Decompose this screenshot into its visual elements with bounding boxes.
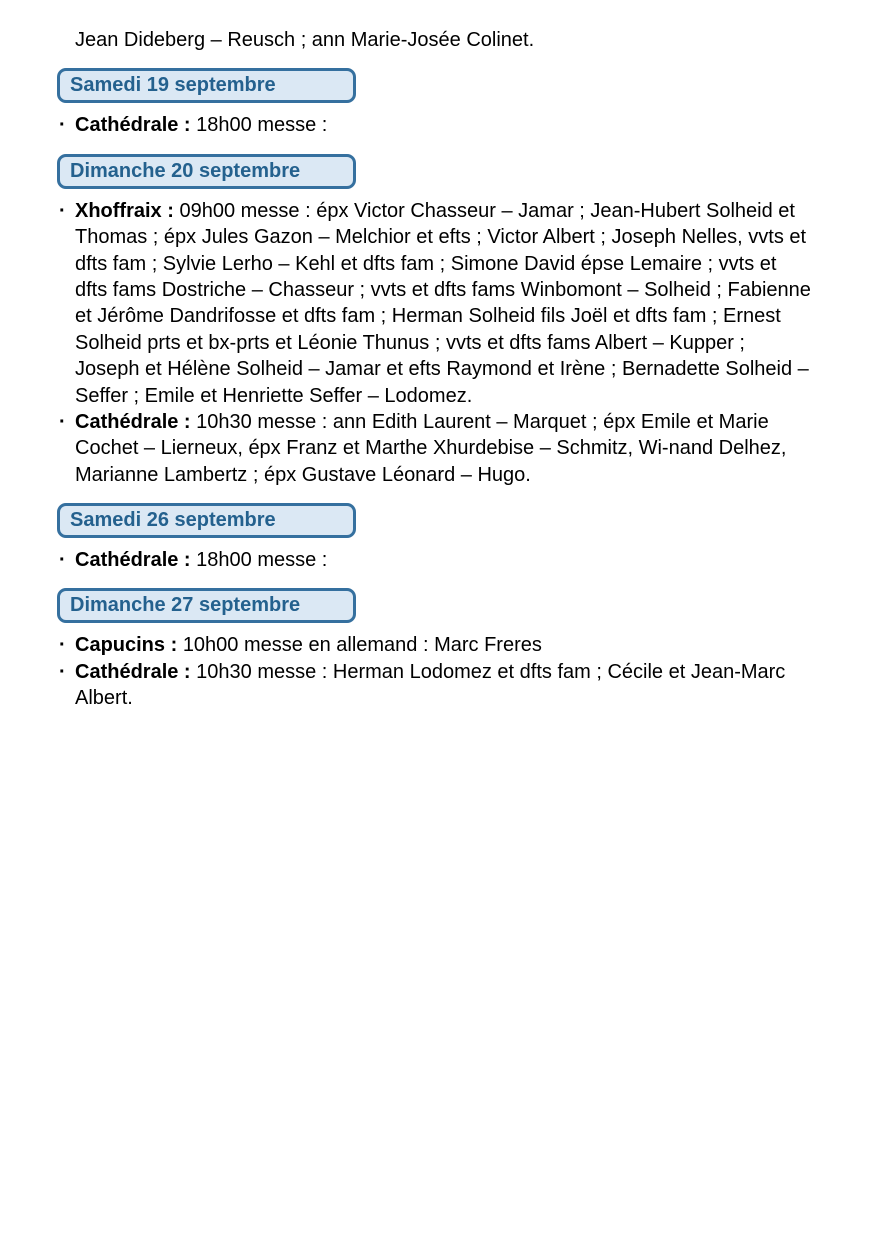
mass-detail: 10h00 messe en allemand : Marc Freres (182, 634, 542, 657)
location-label: Cathédrale : (75, 410, 191, 433)
date-header-label: Samedi 19 septembre (70, 74, 276, 97)
mass-list (57, 112, 811, 138)
bullet-icon: · (59, 114, 66, 137)
date-header-dimanche-20-septembre (57, 154, 356, 189)
section-samedi-19 (57, 53, 811, 112)
intro-line: Jean Dideberg – Reusch ; ann Marie-Josée Colinet. (75, 29, 535, 51)
date-header-samedi-19-septembre (57, 68, 356, 103)
section-dimanche-27 (57, 573, 811, 632)
mass-detail: 18h00 messe : (196, 114, 328, 137)
date-header-label: Dimanche 20 septembre (70, 159, 301, 182)
date-header-dimanche-27-septembre (57, 588, 356, 623)
mass-item (57, 409, 811, 488)
bullet-icon: · (59, 549, 66, 572)
mass-item (57, 547, 811, 573)
bullet-icon: · (59, 634, 66, 657)
date-header-label: Samedi 26 septembre (70, 509, 276, 532)
date-header-label: Dimanche 27 septembre (70, 594, 301, 617)
section-dimanche-20 (57, 139, 811, 198)
mass-detail: 10h30 messe : Herman Lodomez et dfts fam ; Cécile et Jean-Marc Albert. (75, 660, 786, 710)
bullet-icon: · (59, 410, 66, 433)
section-samedi-26 (57, 488, 811, 547)
location-label: Capucins : (75, 634, 178, 657)
date-header-samedi-26-septembre (57, 503, 356, 538)
mass-detail: 10h30 messe : ann Edith Laurent – Marquet ; épx Emile et Marie Cochet – Lierneux, épx Franz et Marthe Xhurdebise – Schmitz, Wi-nand Delhez, Marianne Lambertz ; épx Gustave Léonard – Hugo. (75, 410, 787, 486)
location-label: Cathédrale : (75, 660, 191, 683)
mass-list (57, 547, 811, 573)
mass-item (57, 112, 811, 138)
mass-list (57, 632, 811, 711)
bullet-icon: · (59, 199, 66, 222)
mass-list (57, 198, 811, 488)
mass-detail: 09h00 messe : épx Victor Chasseur – Jamar ; Jean-Hubert Solheid et Thomas ; épx Jules Gazon – Melchior et efts ; Victor Albert ; Joseph Nelles, vvts et dfts fam ; Sylvie Lerho – Kehl et dfts fam ; Simone David épse Lemaire ; vvts et dfts fams Dostriche – Chasseur ; vvts et dfts fams Winbomont – Solheid ; Fabienne et Jérôme Dandrifosse et dfts fam ; Herman Solheid fils Joël et dfts fam ; Ernest Solheid prts et bx-prts et Léonie Thunus ; vvts et dfts fams Albert – Kupper ; Joseph et Hélène Solheid – Jamar et efts Raymond et Irène ; Bernadette Solheid – Seffer ; Emile et Henriette Seffer – Lodomez. (75, 199, 811, 407)
bullet-icon: · (59, 660, 66, 683)
location-label: Cathédrale : (75, 549, 191, 572)
mass-detail: 18h00 messe : (196, 549, 328, 572)
location-label: Cathédrale : (75, 114, 191, 137)
mass-item (57, 659, 811, 712)
mass-item (57, 632, 811, 658)
mass-item (57, 198, 811, 409)
location-label: Xhoffraix : (75, 199, 174, 222)
